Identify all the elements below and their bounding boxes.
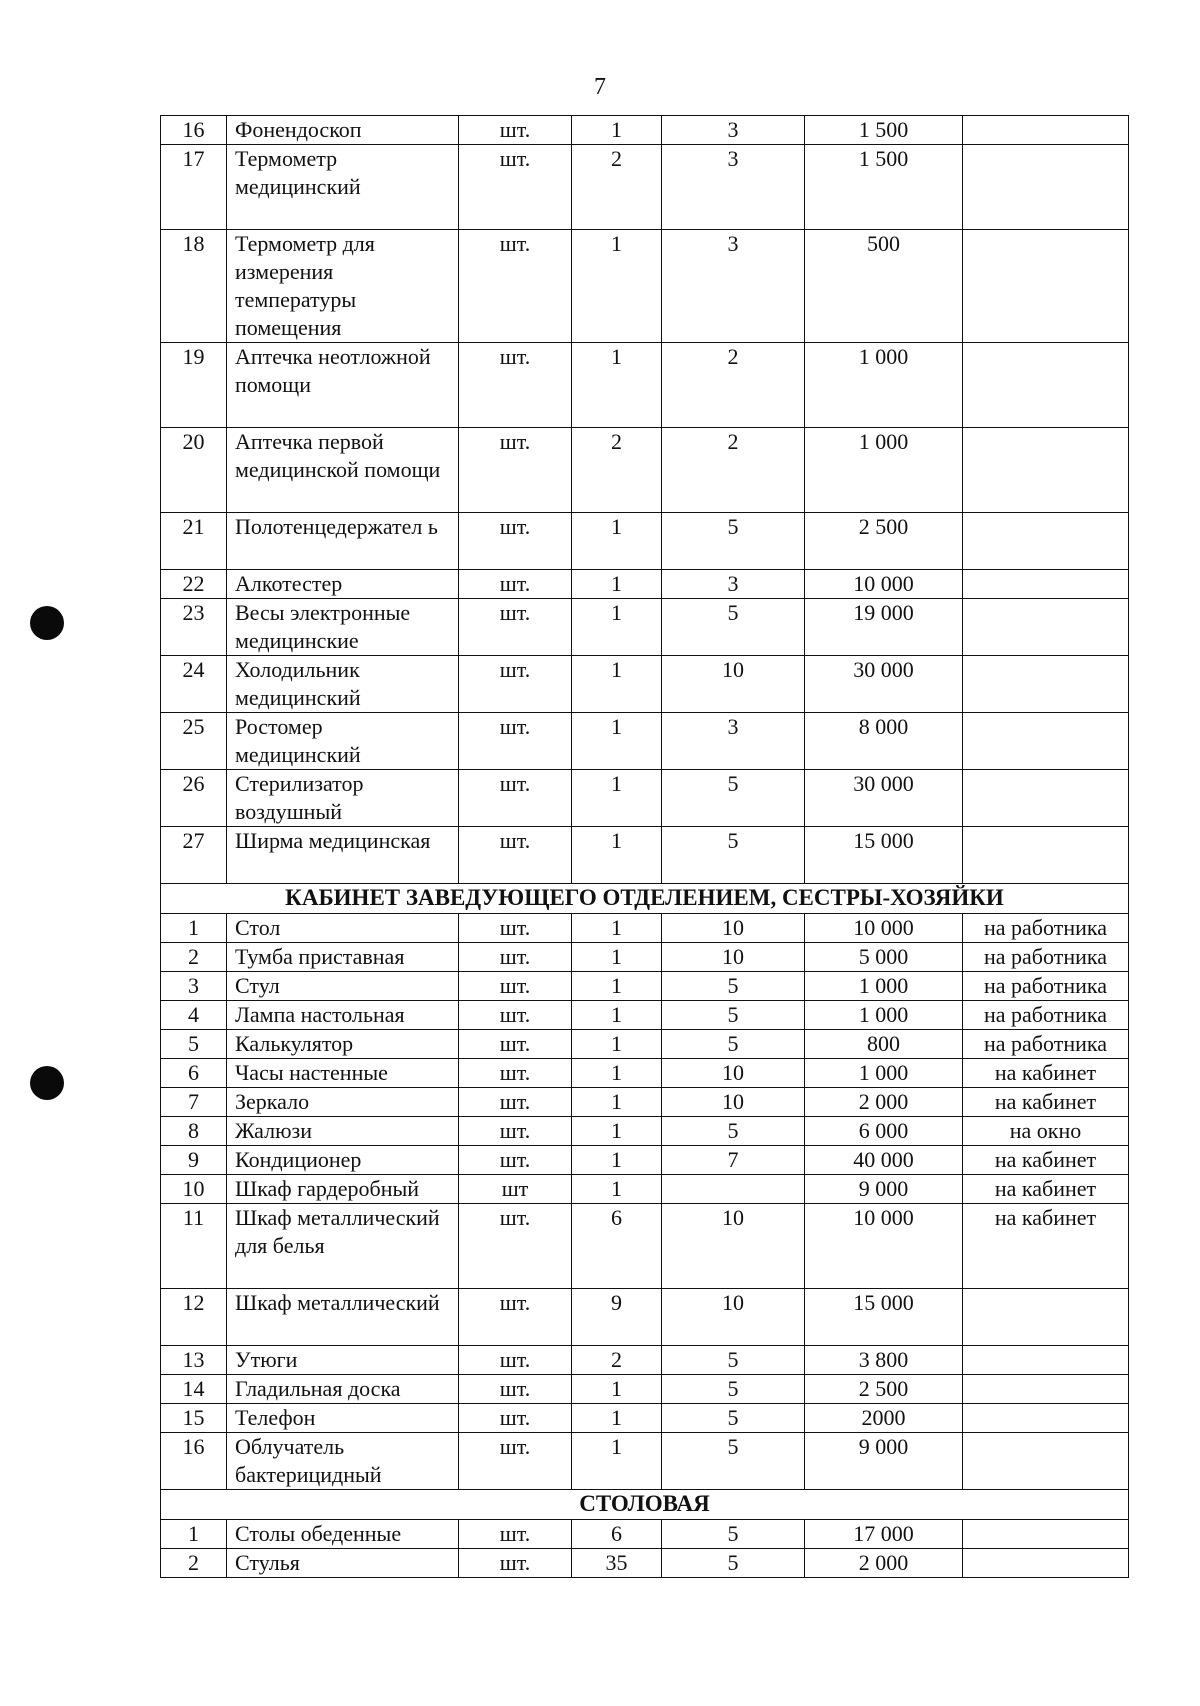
price-cell: 2 000 — [805, 1549, 963, 1578]
table-row — [161, 343, 1129, 428]
unit-cell: шт. — [459, 1375, 572, 1404]
row-number: 16 — [161, 116, 227, 145]
quantity-cell: 1 — [572, 343, 662, 428]
price-cell: 19 000 — [805, 599, 963, 656]
quantity-cell: 6 — [572, 1520, 662, 1549]
note-cell — [963, 145, 1129, 230]
item-name: Весы электронные медицинские — [227, 599, 459, 656]
quantity-cell: 1 — [572, 914, 662, 943]
price-cell: 2 500 — [805, 1375, 963, 1404]
item-name: Столы обеденные — [227, 1520, 459, 1549]
service-life-cell: 5 — [662, 1117, 805, 1146]
price-cell: 10 000 — [805, 1204, 963, 1289]
price-cell: 6 000 — [805, 1117, 963, 1146]
price-cell: 15 000 — [805, 1289, 963, 1346]
service-life-cell: 3 — [662, 570, 805, 599]
note-cell — [963, 1520, 1129, 1549]
unit-cell: шт. — [459, 1001, 572, 1030]
quantity-cell: 1 — [572, 1175, 662, 1204]
punch-hole-bottom — [30, 1066, 64, 1100]
note-cell — [963, 343, 1129, 428]
table-row — [161, 827, 1129, 884]
table-row — [161, 943, 1129, 972]
quantity-cell: 1 — [572, 827, 662, 884]
item-name: Жалюзи — [227, 1117, 459, 1146]
quantity-cell: 1 — [572, 770, 662, 827]
unit-cell: шт. — [459, 656, 572, 713]
price-cell: 3 800 — [805, 1346, 963, 1375]
quantity-cell: 1 — [572, 1088, 662, 1117]
row-number: 6 — [161, 1059, 227, 1088]
table-row — [161, 1346, 1129, 1375]
note-cell: на кабинет — [963, 1088, 1129, 1117]
row-number: 3 — [161, 972, 227, 1001]
price-cell: 30 000 — [805, 656, 963, 713]
service-life-cell: 5 — [662, 1433, 805, 1490]
note-cell — [963, 428, 1129, 513]
quantity-cell: 9 — [572, 1289, 662, 1346]
price-cell: 2000 — [805, 1404, 963, 1433]
service-life-cell: 5 — [662, 1001, 805, 1030]
service-life-cell: 3 — [662, 230, 805, 343]
table-row — [161, 599, 1129, 656]
service-life-cell: 10 — [662, 943, 805, 972]
table-row — [161, 972, 1129, 1001]
unit-cell: шт. — [459, 943, 572, 972]
note-cell: на работника — [963, 1001, 1129, 1030]
table-row — [161, 116, 1129, 145]
quantity-cell: 1 — [572, 1030, 662, 1059]
unit-cell: шт. — [459, 1549, 572, 1578]
table-row — [161, 1375, 1129, 1404]
item-name: Полотенцедержател ь — [227, 513, 459, 570]
table-row — [161, 1059, 1129, 1088]
unit-cell: шт. — [459, 343, 572, 428]
item-name: Стол — [227, 914, 459, 943]
quantity-cell: 1 — [572, 513, 662, 570]
row-number: 26 — [161, 770, 227, 827]
note-cell — [963, 599, 1129, 656]
unit-cell: шт — [459, 1175, 572, 1204]
quantity-cell: 2 — [572, 1346, 662, 1375]
unit-cell: шт. — [459, 1433, 572, 1490]
service-life-cell: 2 — [662, 428, 805, 513]
quantity-cell: 1 — [572, 656, 662, 713]
service-life-cell: 5 — [662, 1346, 805, 1375]
price-cell: 40 000 — [805, 1146, 963, 1175]
price-cell: 1 000 — [805, 1001, 963, 1030]
note-cell — [963, 1433, 1129, 1490]
note-cell: на работника — [963, 943, 1129, 972]
row-number: 27 — [161, 827, 227, 884]
price-cell: 1 500 — [805, 116, 963, 145]
item-name: Стерилизатор воздушный — [227, 770, 459, 827]
item-name: Облучатель бактерицидный — [227, 1433, 459, 1490]
row-number: 14 — [161, 1375, 227, 1404]
row-number: 22 — [161, 570, 227, 599]
table-row — [161, 1001, 1129, 1030]
row-number: 19 — [161, 343, 227, 428]
page-number: 7 — [594, 74, 606, 100]
price-cell: 9 000 — [805, 1175, 963, 1204]
row-number: 8 — [161, 1117, 227, 1146]
note-cell — [963, 513, 1129, 570]
table-row — [161, 1175, 1129, 1204]
table-row — [161, 713, 1129, 770]
service-life-cell: 5 — [662, 1375, 805, 1404]
unit-cell: шт. — [459, 1204, 572, 1289]
note-cell — [963, 230, 1129, 343]
note-cell — [963, 116, 1129, 145]
inventory-table — [160, 115, 1129, 1578]
service-life-cell: 5 — [662, 599, 805, 656]
item-name: Лампа настольная — [227, 1001, 459, 1030]
section-header-row — [161, 884, 1129, 914]
price-cell: 9 000 — [805, 1433, 963, 1490]
item-name: Калькулятор — [227, 1030, 459, 1059]
table-row — [161, 1204, 1129, 1289]
item-name: Утюги — [227, 1346, 459, 1375]
price-cell: 8 000 — [805, 713, 963, 770]
section-title: КАБИНЕТ ЗАВЕДУЮЩЕГО ОТДЕЛЕНИЕМ, СЕСТРЫ-ХОЗЯЙКИ — [161, 884, 1129, 914]
service-life-cell: 5 — [662, 1030, 805, 1059]
row-number: 17 — [161, 145, 227, 230]
row-number: 4 — [161, 1001, 227, 1030]
item-name: Термометр для измерения температуры помещения — [227, 230, 459, 343]
service-life-cell: 7 — [662, 1146, 805, 1175]
unit-cell: шт. — [459, 230, 572, 343]
price-cell: 1 000 — [805, 343, 963, 428]
note-cell — [963, 1375, 1129, 1404]
table-row — [161, 145, 1129, 230]
table-row — [161, 1117, 1129, 1146]
row-number: 16 — [161, 1433, 227, 1490]
service-life-cell: 10 — [662, 1204, 805, 1289]
table-row — [161, 1289, 1129, 1346]
note-cell: на кабинет — [963, 1059, 1129, 1088]
price-cell: 1 000 — [805, 1059, 963, 1088]
item-name: Термометр медицинский — [227, 145, 459, 230]
price-cell: 17 000 — [805, 1520, 963, 1549]
item-name: Фонендоскоп — [227, 116, 459, 145]
unit-cell: шт. — [459, 1520, 572, 1549]
quantity-cell: 1 — [572, 1146, 662, 1175]
row-number: 10 — [161, 1175, 227, 1204]
note-cell: на кабинет — [963, 1146, 1129, 1175]
quantity-cell: 1 — [572, 1404, 662, 1433]
price-cell: 1 500 — [805, 145, 963, 230]
service-life-cell: 10 — [662, 1059, 805, 1088]
note-cell — [963, 1346, 1129, 1375]
service-life-cell: 3 — [662, 116, 805, 145]
price-cell: 500 — [805, 230, 963, 343]
table-row — [161, 770, 1129, 827]
quantity-cell: 1 — [572, 1059, 662, 1088]
price-cell: 30 000 — [805, 770, 963, 827]
section-header-row — [161, 1490, 1129, 1520]
row-number: 18 — [161, 230, 227, 343]
note-cell: на работника — [963, 1030, 1129, 1059]
item-name: Телефон — [227, 1404, 459, 1433]
quantity-cell: 35 — [572, 1549, 662, 1578]
price-cell: 2 500 — [805, 513, 963, 570]
table-row — [161, 570, 1129, 599]
table-row — [161, 513, 1129, 570]
service-life-cell: 5 — [662, 513, 805, 570]
item-name: Кондиционер — [227, 1146, 459, 1175]
unit-cell: шт. — [459, 1289, 572, 1346]
service-life-cell: 5 — [662, 972, 805, 1001]
quantity-cell: 1 — [572, 943, 662, 972]
table-row — [161, 1433, 1129, 1490]
unit-cell: шт. — [459, 145, 572, 230]
quantity-cell: 2 — [572, 145, 662, 230]
service-life-cell: 10 — [662, 656, 805, 713]
row-number: 7 — [161, 1088, 227, 1117]
item-name: Зеркало — [227, 1088, 459, 1117]
table-row — [161, 1146, 1129, 1175]
service-life-cell: 3 — [662, 713, 805, 770]
service-life-cell: 10 — [662, 1088, 805, 1117]
price-cell: 1 000 — [805, 428, 963, 513]
table-row — [161, 1030, 1129, 1059]
row-number: 11 — [161, 1204, 227, 1289]
row-number: 25 — [161, 713, 227, 770]
price-cell: 2 000 — [805, 1088, 963, 1117]
row-number: 2 — [161, 1549, 227, 1578]
table-row — [161, 230, 1129, 343]
price-cell: 10 000 — [805, 914, 963, 943]
service-life-cell: 3 — [662, 145, 805, 230]
unit-cell: шт. — [459, 770, 572, 827]
unit-cell: шт. — [459, 428, 572, 513]
quantity-cell: 6 — [572, 1204, 662, 1289]
quantity-cell: 1 — [572, 116, 662, 145]
row-number: 15 — [161, 1404, 227, 1433]
unit-cell: шт. — [459, 1404, 572, 1433]
unit-cell: шт. — [459, 1088, 572, 1117]
service-life-cell: 5 — [662, 770, 805, 827]
quantity-cell: 1 — [572, 713, 662, 770]
quantity-cell: 1 — [572, 1375, 662, 1404]
unit-cell: шт. — [459, 827, 572, 884]
unit-cell: шт. — [459, 599, 572, 656]
item-name: Ширма медицинская — [227, 827, 459, 884]
row-number: 2 — [161, 943, 227, 972]
item-name: Часы настенные — [227, 1059, 459, 1088]
table-row — [161, 1088, 1129, 1117]
price-cell: 15 000 — [805, 827, 963, 884]
quantity-cell: 1 — [572, 599, 662, 656]
row-number: 24 — [161, 656, 227, 713]
quantity-cell: 1 — [572, 570, 662, 599]
note-cell — [963, 713, 1129, 770]
punch-hole-top — [30, 606, 64, 640]
quantity-cell: 1 — [572, 1001, 662, 1030]
item-name: Стул — [227, 972, 459, 1001]
unit-cell: шт. — [459, 972, 572, 1001]
service-life-cell: 10 — [662, 914, 805, 943]
table-row — [161, 1549, 1129, 1578]
row-number: 12 — [161, 1289, 227, 1346]
price-cell: 800 — [805, 1030, 963, 1059]
item-name: Стулья — [227, 1549, 459, 1578]
price-cell: 5 000 — [805, 943, 963, 972]
item-name: Аптечка неотложной помощи — [227, 343, 459, 428]
unit-cell: шт. — [459, 713, 572, 770]
table-row — [161, 428, 1129, 513]
item-name: Холодильник медицинский — [227, 656, 459, 713]
row-number: 9 — [161, 1146, 227, 1175]
row-number: 21 — [161, 513, 227, 570]
item-name: Гладильная доска — [227, 1375, 459, 1404]
note-cell: на окно — [963, 1117, 1129, 1146]
note-cell — [963, 1289, 1129, 1346]
note-cell: на работника — [963, 972, 1129, 1001]
note-cell — [963, 656, 1129, 713]
table-row — [161, 914, 1129, 943]
service-life-cell: 5 — [662, 1549, 805, 1578]
item-name: Ростомер медицинский — [227, 713, 459, 770]
row-number: 1 — [161, 914, 227, 943]
note-cell — [963, 1549, 1129, 1578]
unit-cell: шт. — [459, 1146, 572, 1175]
quantity-cell: 1 — [572, 972, 662, 1001]
table-row — [161, 1404, 1129, 1433]
unit-cell: шт. — [459, 1117, 572, 1146]
unit-cell: шт. — [459, 513, 572, 570]
row-number: 5 — [161, 1030, 227, 1059]
row-number: 23 — [161, 599, 227, 656]
row-number: 20 — [161, 428, 227, 513]
note-cell — [963, 1404, 1129, 1433]
note-cell — [963, 770, 1129, 827]
unit-cell: шт. — [459, 1030, 572, 1059]
price-cell: 10 000 — [805, 570, 963, 599]
service-life-cell — [662, 1175, 805, 1204]
item-name: Аптечка первой медицинской помощи — [227, 428, 459, 513]
unit-cell: шт. — [459, 570, 572, 599]
table-row — [161, 656, 1129, 713]
item-name: Шкаф металлический для белья — [227, 1204, 459, 1289]
price-cell: 1 000 — [805, 972, 963, 1001]
unit-cell: шт. — [459, 1346, 572, 1375]
item-name: Шкаф металлический — [227, 1289, 459, 1346]
section-title: СТОЛОВАЯ — [161, 1490, 1129, 1520]
item-name: Тумба приставная — [227, 943, 459, 972]
row-number: 1 — [161, 1520, 227, 1549]
service-life-cell: 5 — [662, 827, 805, 884]
quantity-cell: 2 — [572, 428, 662, 513]
service-life-cell: 5 — [662, 1520, 805, 1549]
note-cell: на работника — [963, 914, 1129, 943]
service-life-cell: 2 — [662, 343, 805, 428]
service-life-cell: 10 — [662, 1289, 805, 1346]
table-row — [161, 1520, 1129, 1549]
row-number: 13 — [161, 1346, 227, 1375]
item-name: Шкаф гардеробный — [227, 1175, 459, 1204]
unit-cell: шт. — [459, 914, 572, 943]
note-cell: на кабинет — [963, 1175, 1129, 1204]
unit-cell: шт. — [459, 1059, 572, 1088]
quantity-cell: 1 — [572, 1117, 662, 1146]
service-life-cell: 5 — [662, 1404, 805, 1433]
unit-cell: шт. — [459, 116, 572, 145]
note-cell: на кабинет — [963, 1204, 1129, 1289]
note-cell — [963, 570, 1129, 599]
quantity-cell: 1 — [572, 230, 662, 343]
note-cell — [963, 827, 1129, 884]
quantity-cell: 1 — [572, 1433, 662, 1490]
item-name: Алкотестер — [227, 570, 459, 599]
